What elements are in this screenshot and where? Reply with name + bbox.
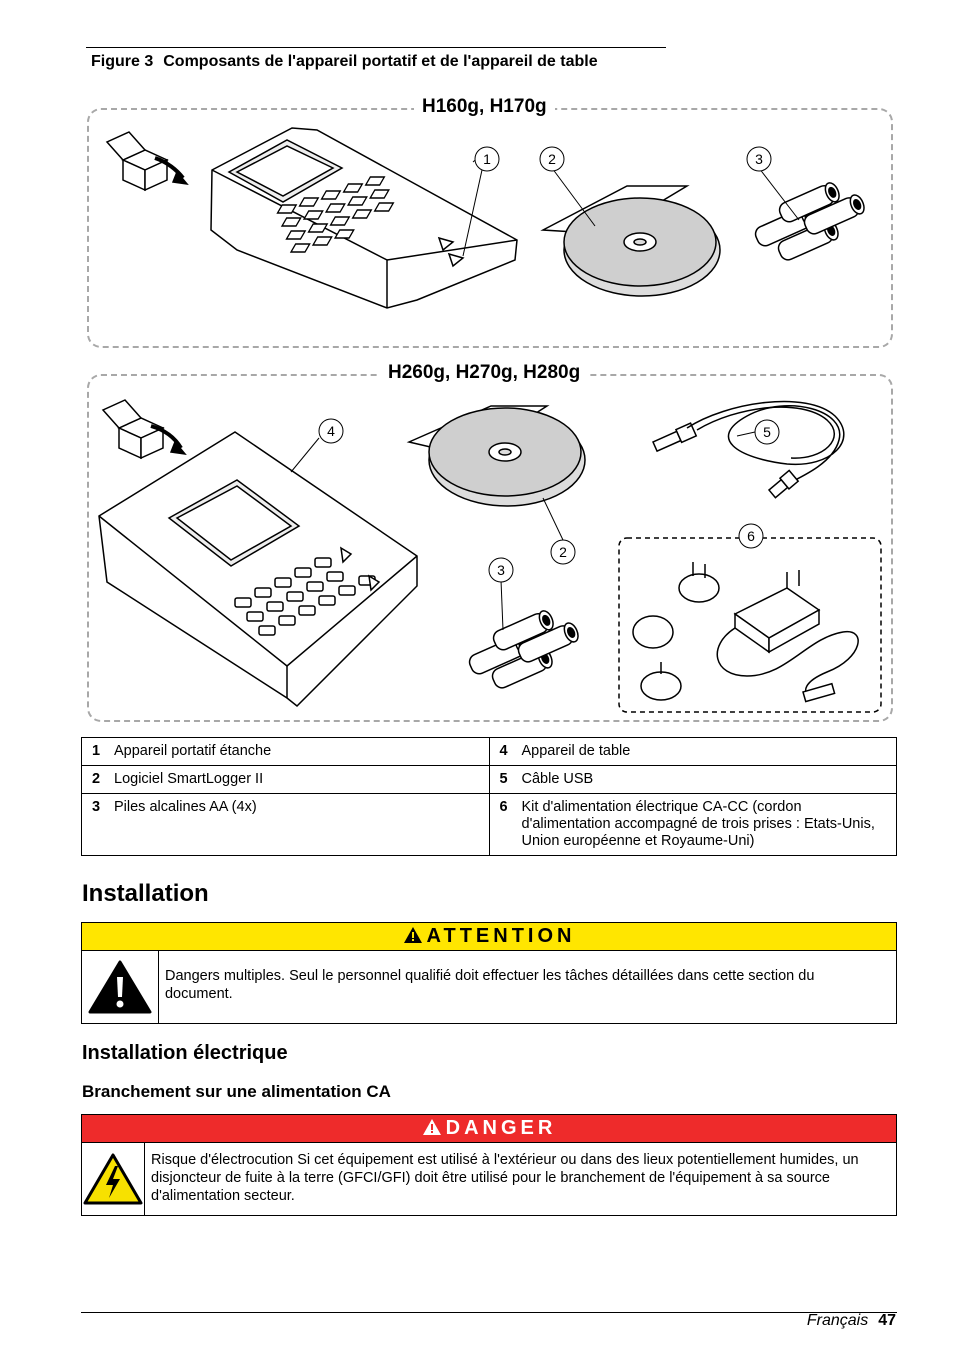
item-text: Appareil de table: [521, 743, 631, 759]
benchtop-illustration: [87, 376, 889, 716]
table-cell: [82, 738, 490, 766]
portable-illustration: [87, 110, 889, 342]
item-text: Kit d'alimentation électrique CA-CC (cordon d'alimentation accompagné de trois prises : Etats-Unis, Union européenne et Royaume-Uni): [521, 799, 875, 849]
warning-triangle-icon: [403, 926, 423, 944]
table-cell: [489, 766, 897, 794]
item-number: 6: [499, 799, 508, 815]
table-cell: [489, 794, 897, 856]
item-number: 3: [92, 799, 101, 815]
table-row: [82, 794, 897, 856]
usb-cable-icon: [652, 401, 844, 499]
software-cd-icon: [409, 406, 585, 506]
warning-triangle-icon: [422, 1118, 442, 1136]
subsection-title: Installation électrique: [82, 1042, 288, 1064]
panel-title-portable: H160g, H170g: [414, 96, 555, 118]
page-number: 47: [878, 1312, 896, 1329]
software-cd-icon: [543, 186, 720, 296]
figure-label: Figure 3: [91, 53, 154, 70]
table-cell: [82, 766, 490, 794]
panel-title-benchtop: H260g, H270g, H280g: [380, 362, 588, 384]
components-table: [81, 737, 897, 856]
footer-rule: [81, 1312, 897, 1313]
table-row: [82, 766, 897, 794]
callout-3-label: 3: [755, 151, 763, 167]
attention-box: [81, 922, 897, 1024]
table-row: [82, 738, 897, 766]
batteries-icon: [467, 609, 581, 691]
section-title: Installation: [82, 880, 209, 907]
item-text: Câble USB: [521, 771, 594, 787]
batteries-icon: [753, 181, 867, 263]
unpack-box-icon: [107, 132, 187, 190]
item-number: 4: [499, 743, 508, 759]
item-number: 2: [92, 771, 101, 787]
unpack-box-icon: [103, 400, 185, 458]
figure-top-rule: [86, 47, 666, 48]
subsubsection-title: Branchement sur une alimentation CA: [82, 1082, 391, 1101]
attention-bar: [82, 923, 896, 951]
electrical-hazard-icon: [82, 1152, 144, 1206]
table-cell: [489, 738, 897, 766]
item-text: Logiciel SmartLogger II: [114, 771, 264, 787]
warning-triangle-icon: [88, 959, 152, 1015]
attention-icon-cell: [82, 951, 159, 1023]
item-number: 1: [92, 743, 101, 759]
callout-2-label: 2: [548, 151, 556, 167]
callout-6-label: 6: [747, 528, 755, 544]
table-cell: [82, 794, 490, 856]
benchtop-meter-icon: [99, 432, 417, 706]
page-footer: [807, 1312, 896, 1330]
callout-3b-label: 3: [497, 562, 505, 578]
callout-4-label: 4: [327, 423, 335, 439]
callout-5-label: 5: [763, 424, 771, 440]
danger-bar: [82, 1115, 896, 1143]
danger-box: [81, 1114, 897, 1216]
attention-label: ATTENTION: [426, 925, 576, 947]
danger-text: Risque d'électrocution Si cet équipement est utilisé à l'extérieur ou dans des lieux potentiellement humides, un disjoncteur de fuite à la terre (GFCI/GFI) doit être utilisé pour le branchement de l'équipement à sa source d'alimentation secteur.: [151, 1152, 859, 1204]
attention-text: Dangers multiples. Seul le personnel qualifié doit effectuer les tâches détaillées dans cette section du document.: [164, 968, 815, 1002]
figure-caption: [91, 53, 598, 71]
item-text: Appareil portatif étanche: [114, 743, 272, 759]
footer-language: Français: [806, 1312, 869, 1329]
item-number: 5: [499, 771, 508, 787]
danger-icon-cell: [82, 1143, 145, 1215]
callout-1-label: 1: [483, 151, 491, 167]
callout-2b-label: 2: [559, 544, 567, 560]
item-text: Piles alcalines AA (4x): [114, 799, 257, 815]
danger-label: DANGER: [445, 1117, 557, 1139]
figure-title: Composants de l'appareil portatif et de l'appareil de table: [163, 53, 598, 70]
